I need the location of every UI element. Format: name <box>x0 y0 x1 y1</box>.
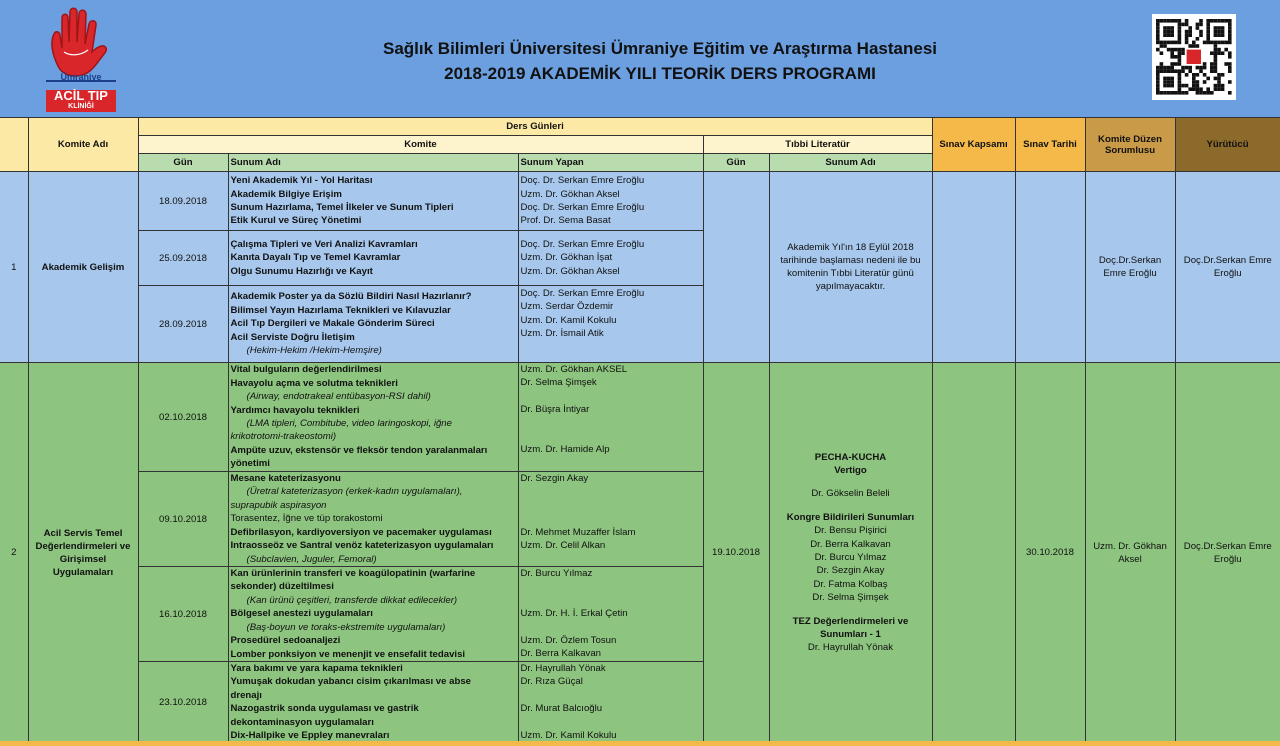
session-presenter: Doç. Dr. Serkan Emre Eroğlu <box>520 238 645 250</box>
header-blank <box>0 118 28 172</box>
committee-row <box>0 172 1280 231</box>
thesis-speaker: Dr. Hayrullah Yönak <box>807 642 894 654</box>
session-presenter: Dr. Sezgin Akay <box>520 473 589 484</box>
session-presenters <box>518 662 703 743</box>
session-topic: krikotrotomi-trakeostomi) <box>230 431 337 443</box>
session-topic: Defibrilasyon, kardiyoversiyon ve pacemaker uygulaması <box>230 526 492 538</box>
session-presenter: Dr. Mehmet Muzaffer İslam <box>520 526 636 538</box>
session-presenter: Uzm. Dr. Gökhan Aksel <box>520 188 620 200</box>
session-topic: (Hekim-Hekim /Hekim-Hemşire) <box>246 345 382 357</box>
session-topic: Prosedürel sedoanaljezi <box>230 635 341 647</box>
session-topics <box>228 662 518 743</box>
session-topic: Bilimsel Yayın Hazırlama Teknikleri ve Kılavuzlar <box>230 304 451 316</box>
pecha-kucha-speaker: Dr. Gökselin Beleli <box>811 488 890 500</box>
session-presenter: Uzm. Dr. Gökhan İşat <box>520 252 613 264</box>
session-day: 25.09.2018 <box>138 231 228 286</box>
session-topic: (Baş-boyun ve toraks-ekstremite uygulamaları) <box>246 621 446 633</box>
col-komite-adi: Komite Adı <box>28 118 138 172</box>
col-gun: Gün <box>138 154 228 172</box>
col-yurutucu: Yürütücü <box>1175 118 1280 172</box>
clinic-logo <box>42 4 120 112</box>
logo-badge-text: ACİL TIP <box>54 88 108 103</box>
next-committee-row <box>0 741 1280 746</box>
session-presenter <box>521 390 701 403</box>
session-topic: Torasentez, İğne ve tüp torakostomi <box>230 513 383 525</box>
session-presenter: Dr. Büşra İntiyar <box>520 404 590 416</box>
qr-code-icon <box>1152 14 1236 100</box>
session-topic: (Airway, endotrakeal entübasyon-RSI dahil) <box>246 391 431 403</box>
session-presenter: Uzm. Serdar Özdemir <box>520 301 614 313</box>
session-topic: Olgu Sunumu Hazırlığı ve Kayıt <box>230 265 373 277</box>
committee-responsible: Uzm. Dr. Gökhan Aksel <box>1085 363 1175 743</box>
literature-day: 19.10.2018 <box>703 363 769 743</box>
session-topic: Acil Tıp Dergileri ve Makale Gönderim Süreci <box>230 318 435 330</box>
session-topics <box>228 472 518 567</box>
session-topics <box>228 363 518 472</box>
session-topics <box>228 286 518 363</box>
session-topic: Yumuşak dokudan yabancı cisim çıkarılması ve abse <box>230 676 471 688</box>
session-presenter <box>521 417 701 430</box>
congress-speaker: Dr. Burcu Yılmaz <box>814 552 887 564</box>
session-presenter: Uzm. Dr. Gökhan AKSEL <box>520 364 628 375</box>
session-day: 23.10.2018 <box>138 662 228 743</box>
logo-sub-text: KLİNİĞİ <box>68 103 94 110</box>
congress-title: Kongre Bildirileri Sunumları <box>786 511 915 523</box>
col-lit-gun: Gün <box>703 154 769 172</box>
logo-top-text: Ümraniye <box>60 72 102 82</box>
session-presenter <box>521 499 701 512</box>
session-presenter: Uzm. Dr. Özlem Tosun <box>520 635 617 647</box>
congress-speaker: Dr. Bensu Pişirici <box>814 525 887 537</box>
session-topic: Ampüte uzuv, ekstensör ve fleksör tendon yaralanmaları <box>230 444 488 456</box>
col-sunum-adi: Sunum Adı <box>228 154 518 172</box>
session-presenter: Dr. Rıza Güçal <box>520 676 583 688</box>
session-presenter: Dr. Hayrullah Yönak <box>520 663 606 674</box>
pecha-kucha-title: PECHA-KUCHA <box>814 451 887 463</box>
session-topic: Kanıta Dayalı Tıp ve Temel Kavramlar <box>230 252 401 264</box>
session-topic: Mesane kateterizasyonu <box>230 473 341 485</box>
session-topics <box>228 172 518 231</box>
col-sinav-kapsami: Sınav Kapsamı <box>932 118 1015 172</box>
session-presenter <box>521 341 701 354</box>
session-presenter <box>521 430 701 443</box>
committee-name: Akademik Gelişim <box>28 172 138 363</box>
col-lit-sunum-adi: Sunum Adı <box>769 154 932 172</box>
session-presenter <box>521 485 701 498</box>
session-presenters <box>518 472 703 567</box>
literature-program <box>769 363 932 743</box>
session-topic: Yeni Akademik Yıl - Yol Haritası <box>230 175 373 187</box>
session-topic: Vital bulguların değerlendirilmesi <box>230 364 382 376</box>
title-line-2: 2018-2019 AKADEMİK YILI TEORİK DERS PROGRAMI <box>444 64 876 83</box>
session-presenter: Prof. Dr. Sema Basat <box>520 215 611 227</box>
session-topic: Çalışma Tipleri ve Veri Analizi Kavramları <box>230 238 418 250</box>
session-topic: (LMA tipleri, Combitube, video laringoskopi, iğne <box>246 418 452 429</box>
exam-date <box>1015 172 1085 363</box>
col-sunum-yapan: Sunum Yapan <box>518 154 703 172</box>
session-presenters <box>518 172 703 231</box>
col-tibbi-literatur: Tıbbi Literatür <box>703 136 932 154</box>
col-komite: Komite <box>138 136 703 154</box>
literature-day <box>703 172 769 363</box>
session-presenter: Doç. Dr. Serkan Emre Eroğlu <box>520 202 645 213</box>
session-topic: Acil Serviste Doğru İletişim <box>230 331 355 343</box>
col-ders-gunleri: Ders Günleri <box>138 118 932 136</box>
session-day: 18.09.2018 <box>138 172 228 231</box>
pecha-kucha-topic: Vertigo <box>834 464 867 476</box>
session-presenter: Dr. Selma Şimşek <box>520 377 597 389</box>
session-presenter: Uzm. Dr. Kamil Kokulu <box>520 314 617 326</box>
session-topics <box>228 231 518 286</box>
session-presenter: Dr. Murat Balcıoğlu <box>520 703 603 715</box>
session-presenter: Uzm. Dr. Celil Alkan <box>520 540 606 552</box>
session-topic: Akademik Poster ya da Sözlü Bildiri Nasıl Hazırlanır? <box>230 291 472 303</box>
session-topic: Yara bakımı ve yara kapama teknikleri <box>230 663 403 674</box>
title-line-1: Sağlık Bilimleri Üniversitesi Ümraniye Eğitim ve Araştırma Hastanesi <box>383 39 937 58</box>
session-presenters <box>518 567 703 662</box>
congress-speaker: Dr. Fatma Kolbaş <box>813 578 888 590</box>
session-presenter <box>521 552 701 565</box>
session-presenter: Uzm. Dr. İsmail Atik <box>520 328 604 340</box>
session-presenter <box>521 621 701 634</box>
session-day: 28.09.2018 <box>138 286 228 363</box>
session-presenter <box>521 512 701 525</box>
session-presenter <box>521 580 701 593</box>
exam-scope <box>932 363 1015 743</box>
session-presenters <box>518 286 703 363</box>
session-presenter: Doç. Dr. Serkan Emre Eroğlu <box>520 175 645 187</box>
session-presenter <box>521 716 701 729</box>
page-header <box>0 0 1280 118</box>
session-presenter: Dr. Berra Kalkavan <box>520 648 602 660</box>
session-topic: suprapubik aspirasyon <box>230 499 327 511</box>
session-presenter <box>521 594 701 607</box>
session-topic: (Üretral kateterizasyon (erkek-kadın uygulamaları), <box>246 486 463 498</box>
session-topic: sekonder) düzeltilmesi <box>230 581 334 593</box>
session-topic: yönetimi <box>230 458 270 470</box>
session-presenter: Dr. Burcu Yılmaz <box>520 568 593 579</box>
committee-row <box>0 363 1280 472</box>
session-topic: (Subclavien, Juguler, Femoral) <box>246 553 377 565</box>
session-topic: Kan ürünlerinin transferi ve koagülopatinin (warfarine <box>230 568 476 580</box>
session-day: 02.10.2018 <box>138 363 228 472</box>
session-presenter <box>521 689 701 702</box>
session-presenter: Uzm. Dr. H. İ. Erkal Çetin <box>520 608 628 620</box>
session-day: 09.10.2018 <box>138 472 228 567</box>
session-presenter: Doç. Dr. Serkan Emre Eroğlu <box>520 288 645 299</box>
committee-number: 1 <box>0 172 28 363</box>
schedule-table <box>0 117 1280 743</box>
session-presenter: Uzm. Dr. Hamide Alp <box>520 444 610 456</box>
session-topic: Akademik Bilgiye Erişim <box>230 188 342 200</box>
exam-date: 30.10.2018 <box>1015 363 1085 743</box>
session-topic: Yardımcı havayolu teknikleri <box>230 404 360 416</box>
congress-speaker: Dr. Selma Şimşek <box>812 592 889 604</box>
session-presenter <box>521 457 701 470</box>
thesis-title-line-1: TEZ Değerlendirmeleri ve <box>792 615 909 627</box>
committee-name: Acil Servis Temel Değerlendirmeleri ve Girişimsel Uygulamaları <box>28 363 138 743</box>
session-presenter: Uzm. Dr. Kamil Kokulu <box>520 730 617 742</box>
session-topic: drenajı <box>230 689 262 701</box>
session-topic: Sunum Hazırlama, Temel İlkeler ve Sunum Tipleri <box>230 202 454 213</box>
session-topic: Dix-Hallpike ve Eppley manevraları <box>230 730 390 742</box>
committee-executive: Doç.Dr.Serkan Emre Eroğlu <box>1175 172 1280 363</box>
literature-note: Akademik Yıl'ın 18 Eylül 2018 tarihinde başlaması nedeni ile bu komitenin Tıbbi Literatür günü yapılmayacaktır. <box>769 172 932 363</box>
session-presenter: Uzm. Dr. Gökhan Aksel <box>520 265 620 277</box>
session-presenters <box>518 363 703 472</box>
session-topic: Havayolu açma ve solutma teknikleri <box>230 377 398 389</box>
committee-responsible: Doç.Dr.Serkan Emre Eroğlu <box>1085 172 1175 363</box>
congress-speaker: Dr. Sezgin Akay <box>816 565 885 577</box>
thesis-title-line-2: Sunumları - 1 <box>820 629 881 641</box>
session-topics <box>228 567 518 662</box>
session-topic: Nazogastrik sonda uygulaması ve gastrik <box>230 703 419 715</box>
session-topic: dekontaminasyon uygulamaları <box>230 716 374 728</box>
session-topic: Lomber ponksiyon ve menenjit ve ensefalit tedavisi <box>230 648 466 660</box>
session-topic: Intraosseöz ve Santral venöz kateterizasyon uygulamaları <box>230 540 494 552</box>
session-topic: (Kan ürünü çeşitleri, transferde dikkat edilecekler) <box>246 594 458 606</box>
session-day: 16.10.2018 <box>138 567 228 662</box>
session-topic: Etik Kurul ve Süreç Yönetimi <box>230 215 362 227</box>
committee-executive: Doç.Dr.Serkan Emre Eroğlu <box>1175 363 1280 743</box>
session-presenters <box>518 231 703 286</box>
session-topic: Bölgesel anestezi uygulamaları <box>230 608 373 620</box>
col-sinav-tarihi: Sınav Tarihi <box>1015 118 1085 172</box>
congress-speaker: Dr. Berra Kalkavan <box>810 538 891 550</box>
committee-number: 2 <box>0 363 28 743</box>
exam-scope <box>932 172 1015 363</box>
page-title <box>300 36 1020 86</box>
col-komite-duzen: Komite Düzen Sorumlusu <box>1085 118 1175 172</box>
